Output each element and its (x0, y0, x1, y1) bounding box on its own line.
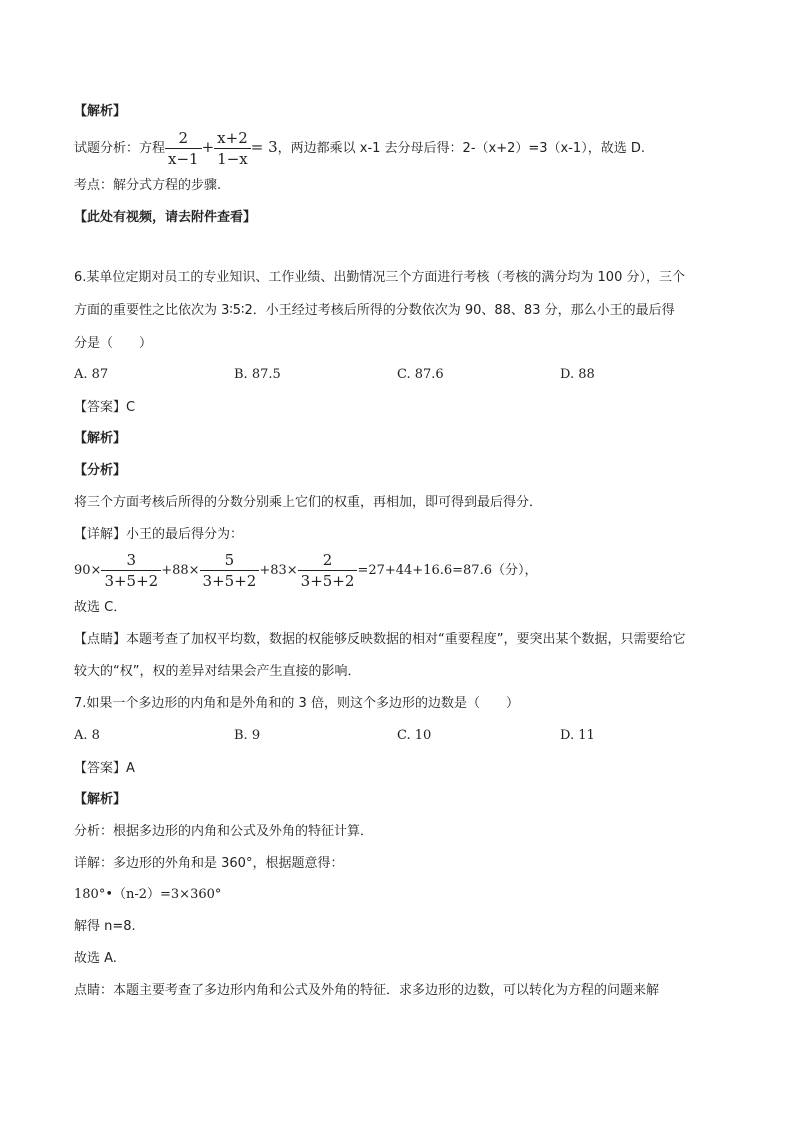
q5-video-note: 【此处有视频，请去附件查看】 (74, 210, 257, 225)
q5-plus-sign: + (201, 138, 215, 156)
q6-calc-fraction-1 (101, 550, 161, 591)
q6-calc-fraction-3-numerator: 2 (298, 550, 358, 571)
q6-choice-c: C. 87.6 (397, 367, 444, 382)
q6-fenxi-text: 将三个方面考核后所得的分数分别乘上它们的权重，再相加，即可得到最后得分． (74, 495, 543, 510)
q6-comment-line-2: 较大的“权”，权的差异对结果会产生直接的影响． (74, 664, 361, 679)
q6-choice-a: A. 87 (74, 367, 109, 382)
jiexi-heading-q5: 【解析】 (74, 104, 127, 119)
q5-analysis-line (74, 128, 645, 169)
q5-fraction-1 (165, 128, 202, 169)
q7-solve: 解得 n=8. (74, 919, 136, 934)
q6-stem-line-1: 6.某单位定期对员工的专业知识、工作业绩、出勤情况三个方面进行考核（考核的满分均为 100 分），三个 (74, 270, 685, 285)
q6-choose: 故选 C． (74, 600, 127, 615)
q7-choice-c: C. 10 (397, 728, 432, 743)
q5-fraction-2-numerator: x+2 (214, 128, 251, 149)
q6-calculation (74, 550, 537, 591)
q7-detail: 详解：多边形的外角和是 360°，根据题意得： (74, 856, 344, 871)
q6-calc-fraction-3-denominator: 3+5+2 (300, 572, 355, 590)
q7-analysis: 分析：根据多边形的内角和公式及外角的特征计算． (74, 824, 374, 839)
q6-calc-fraction-2-denominator: 3+5+2 (202, 572, 257, 590)
q5-analysis-suffix: ，两边都乘以 x-1 去分母后得：2-（x+2）=3（x-1），故选 D. (277, 141, 645, 156)
q7-equation: 180°•（n-2）=3×360° (74, 887, 222, 902)
jiexi-heading-q7: 【解析】 (74, 792, 127, 807)
q6-calc-fraction-1-numerator: 3 (101, 550, 161, 571)
q7-answer: 【答案】A (74, 761, 135, 776)
q6-calc-result: =27+44+16.6=87.6（分）， (357, 563, 538, 578)
q5-fraction-2-denominator: 1−x (217, 150, 248, 168)
q6-stem-line-2: 方面的重要性之比依次为 3∶5∶2．小王经过考核后所得的分数依次为 90、88、83 分，那么小王的最后得 (74, 303, 675, 318)
q7-stem: 7.如果一个多边形的内角和是外角和的 3 倍，则这个多边形的边数是（ ） (74, 696, 519, 711)
q6-calc-fraction-1-denominator: 3+5+2 (104, 572, 159, 590)
q7-choice-d: D. 11 (560, 728, 595, 743)
q6-stem-line-3: 分是（ ） (74, 336, 153, 351)
q6-calc-term-2: +88× (161, 563, 200, 578)
q6-calc-term-3: +83× (259, 563, 298, 578)
q5-fraction-1-numerator: 2 (165, 128, 202, 149)
q6-choice-b: B. 87.5 (234, 367, 281, 382)
q7-choice-b: B. 9 (234, 728, 261, 743)
q5-fraction-1-denominator: x−1 (168, 150, 199, 168)
q7-choice-a: A. 8 (74, 728, 100, 743)
q6-calc-fraction-2-numerator: 5 (200, 550, 260, 571)
q6-calc-fraction-2 (200, 550, 260, 591)
jiexi-heading-q6: 【解析】 (74, 431, 127, 446)
q6-calc-fraction-3 (298, 550, 358, 591)
q6-answer: 【答案】C (74, 400, 136, 415)
q5-equation-rhs: = 3 (250, 138, 278, 156)
q5-fraction-2 (214, 128, 251, 169)
q6-fenxi-label: 【分析】 (74, 463, 127, 478)
q6-comment-line-1: 【点睛】本题考查了加权平均数，数据的权能够反映数据的相对“重要程度”，要突出某个数据，只需要给它 (74, 632, 686, 647)
q5-kaodian: 考点：解分式方程的步骤. (74, 178, 222, 193)
q6-choice-d: D. 88 (560, 367, 595, 382)
q7-comment: 点睛：本题主要考查了多边形内角和公式及外角的特征．求多边形的边数，可以转化为方程的问题来解 (74, 983, 660, 998)
q6-detail: 【详解】小王的最后得分为： (74, 527, 244, 542)
q5-analysis-prefix: 试题分析：方程 (74, 141, 166, 156)
q6-calc-term-1: 90× (74, 563, 102, 578)
q7-choose: 故选 A. (74, 951, 117, 966)
